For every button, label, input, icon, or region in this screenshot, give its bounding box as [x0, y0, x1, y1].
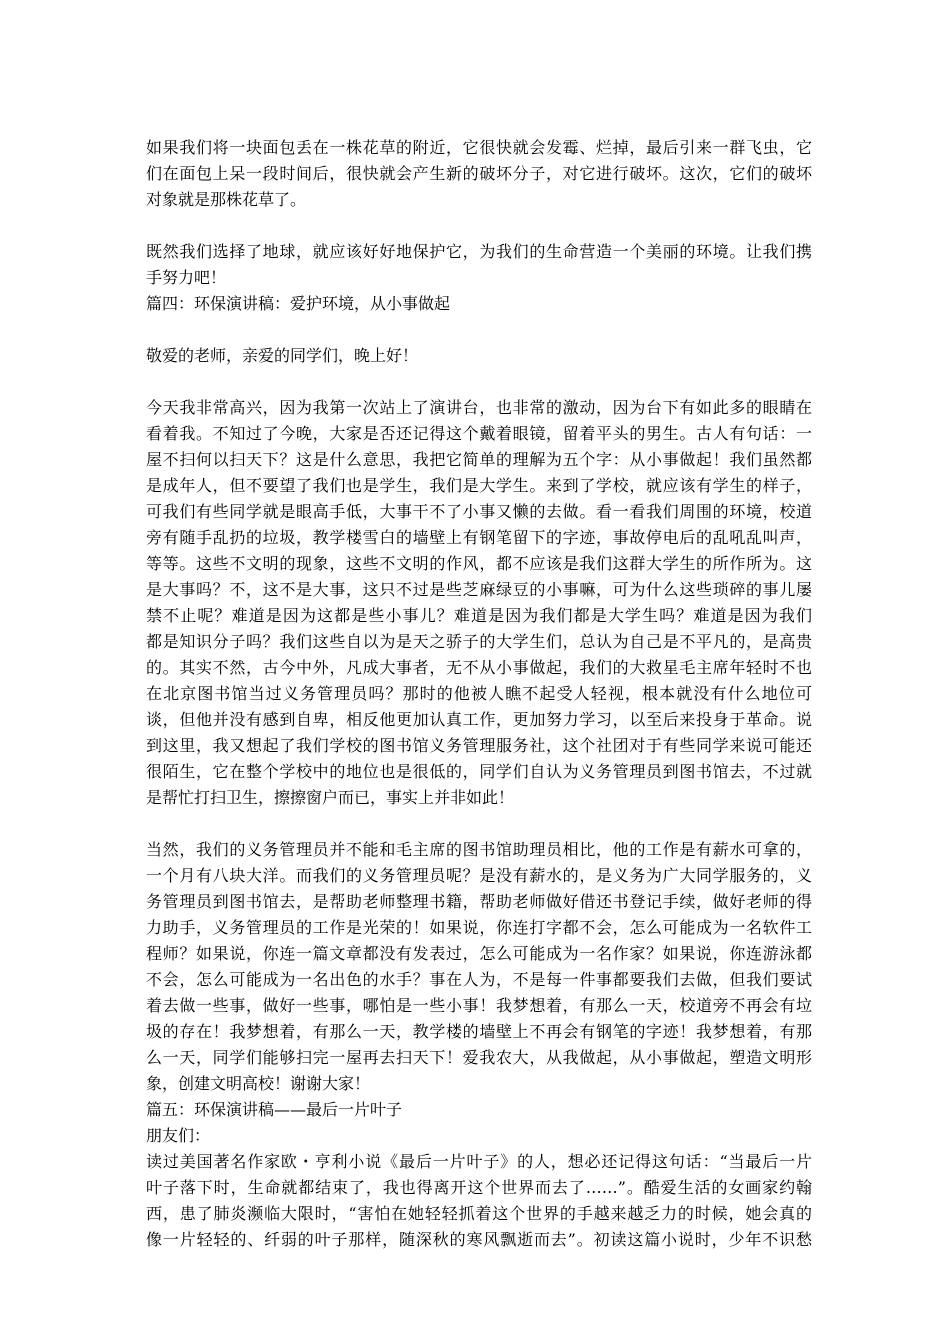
text-line: 是成年人，但不要望了我们也是学生，我们是大学生。来到了学校，就应该有学生的样子， [146, 476, 812, 495]
text-line: 是帮忙打扫卫生，擦擦窗户而已，事实上并非如此！ [146, 788, 515, 807]
paragraph-gap [146, 317, 812, 343]
text-line: 象，创建文明高校！谢谢大家！ [146, 1074, 371, 1093]
paragraph [146, 1149, 812, 1253]
text-line: 程师？如果说，你连一篇文章都没有发表过，怎么可能成为一名作家？如果说，你连游泳都 [146, 944, 812, 963]
text-line: 像一片轻轻的、纤弱的叶子那样，随深秋的寒风飘逝而去”。初读这篇小说时，少年不识愁 [146, 1230, 812, 1249]
text-line: 屋不扫何以扫天下？这是什么意思，我把它简单的理解为五个字：从小事做起！我们虽然都 [146, 450, 812, 469]
text-line: 着去做一些事，做好一些事，哪怕是一些小事！我梦想着，有那么一天，校道旁不再会有垃 [146, 996, 812, 1015]
text-line: 都是知识分子吗？我们这些自以为是天之骄子的大学生们，总认为自己是不平凡的，是高贵 [146, 632, 812, 651]
text-line: 看着我。不知过了今晚，大家是否还记得这个戴着眼镜，留着平头的男生。古人有句话：一 [146, 424, 812, 443]
paragraph [146, 395, 812, 811]
text-line: 谈，但他并没有感到自卑，相反他更加认真工作，更加努力学习，以至后来投身于革命。说 [146, 710, 812, 729]
text-line: 的。其实不然，古今中外，凡成大事者，无不从小事做起，我们的大救星毛主席年轻时不也 [146, 658, 812, 677]
text-line: 对象就是那株花草了。 [146, 190, 307, 209]
text-line: 如果我们将一块面包丢在一株花草的附近，它很快就会发霉、烂掉，最后引来一群飞虫，它 [146, 138, 812, 157]
text-line: 不会，怎么可能成为一名出色的水手？事在人为，不是每一件事都要我们去做，但我们要试 [146, 970, 812, 989]
paragraph [146, 343, 812, 369]
text-line: 旁有随手乱扔的垃圾，教学楼雪白的墙壁上有钢笔留下的字迹，事故停电后的乱吼乱叫声， [146, 528, 812, 547]
text-line: 叶子落下时，生命就都结束了，我也得离开这个世界而去了……”。酷爱生活的女画家约翰 [146, 1178, 812, 1197]
text-line: 禁不止呢？难道是因为这都是些小事儿？难道是因为我们都是大学生吗？难道是因为我们 [146, 606, 812, 625]
text-line: 读过美国著名作家欧・亨利小说《最后一片叶子》的人，想必还记得这句话：“当最后一片 [146, 1152, 812, 1171]
text-line: 是大事吗？不，这不是大事，这只不过是些芝麻绿豆的小事嘛，可为什么这些琐碎的事儿屡 [146, 580, 812, 599]
section-heading: 篇五：环保演讲稿——最后一片叶子 [146, 1100, 403, 1119]
text-line: 西，患了肺炎濒临大限时，“害怕在她轻轻抓着这个世界的手越来越乏力的时候，她会真的 [146, 1204, 812, 1223]
text-line: 手努力吧！ [146, 268, 227, 287]
text-line: 么一天，同学们能够扫完一屋再去扫天下！爱我农大，从我做起，从小事做起，塑造文明形 [146, 1048, 812, 1067]
text-line: 既然我们选择了地球，就应该好好地保护它，为我们的生命营造一个美丽的环境。让我们携 [146, 242, 812, 261]
text-line: 到这里，我又想起了我们学校的图书馆义务管理服务社，这个社团对于有些同学来说可能还 [146, 736, 812, 755]
section-heading: 篇四：环保演讲稿：爱护环境，从小事做起 [146, 294, 451, 313]
text-line: 在北京图书馆当过义务管理员吗？那时的他被人瞧不起受人轻视，根本就没有什么地位可 [146, 684, 812, 703]
paragraph-gap [146, 213, 812, 239]
paragraph [146, 239, 812, 291]
paragraph [146, 135, 812, 213]
document-page [146, 135, 812, 1253]
text-line: 今天我非常高兴，因为我第一次站上了演讲台，也非常的激动，因为台下有如此多的眼睛在 [146, 398, 812, 417]
text-line: 一个月有八块大洋。而我们的义务管理员呢？是没有薪水的，是义务为广大同学服务的，义 [146, 866, 812, 885]
text-line: 力助手，义务管理员的工作是光荣的！如果说，你连打字都不会，怎么可能成为一名软件工 [146, 918, 812, 937]
section-heading: 朋友们： [146, 1126, 211, 1145]
text-line: 当然，我们的义务管理员并不能和毛主席的图书馆助理员相比，他的工作是有薪水可拿的， [146, 840, 812, 859]
text-line: 敬爱的老师，亲爱的同学们，晚上好！ [146, 346, 419, 365]
paragraph [146, 837, 812, 1097]
text-line: 圾的存在！我梦想着，有那么一天，教学楼的墙壁上不再会有钢笔的字迹！我梦想着，有那 [146, 1022, 812, 1041]
text-line: 们在面包上呆一段时间后，很快就会产生新的破坏分子，对它进行破坏。这次，它们的破坏 [146, 164, 812, 183]
paragraph-gap [146, 369, 812, 395]
text-line: 可我们有些同学就是眼高手低，大事干不了小事又懒的去做。看一看我们周围的环境，校道 [146, 502, 812, 521]
paragraph-gap [146, 811, 812, 837]
text-line: 很陌生，它在整个学校中的地位也是很低的，同学们自认为义务管理员到图书馆去，不过就 [146, 762, 812, 781]
text-line: 等等。这些不文明的现象，这些不文明的作风，都不应该是我们这群大学生的所作所为。这 [146, 554, 812, 573]
text-line: 务管理员到图书馆去，是帮助老师整理书籍，帮助老师做好借还书登记手续，做好老师的得 [146, 892, 812, 911]
